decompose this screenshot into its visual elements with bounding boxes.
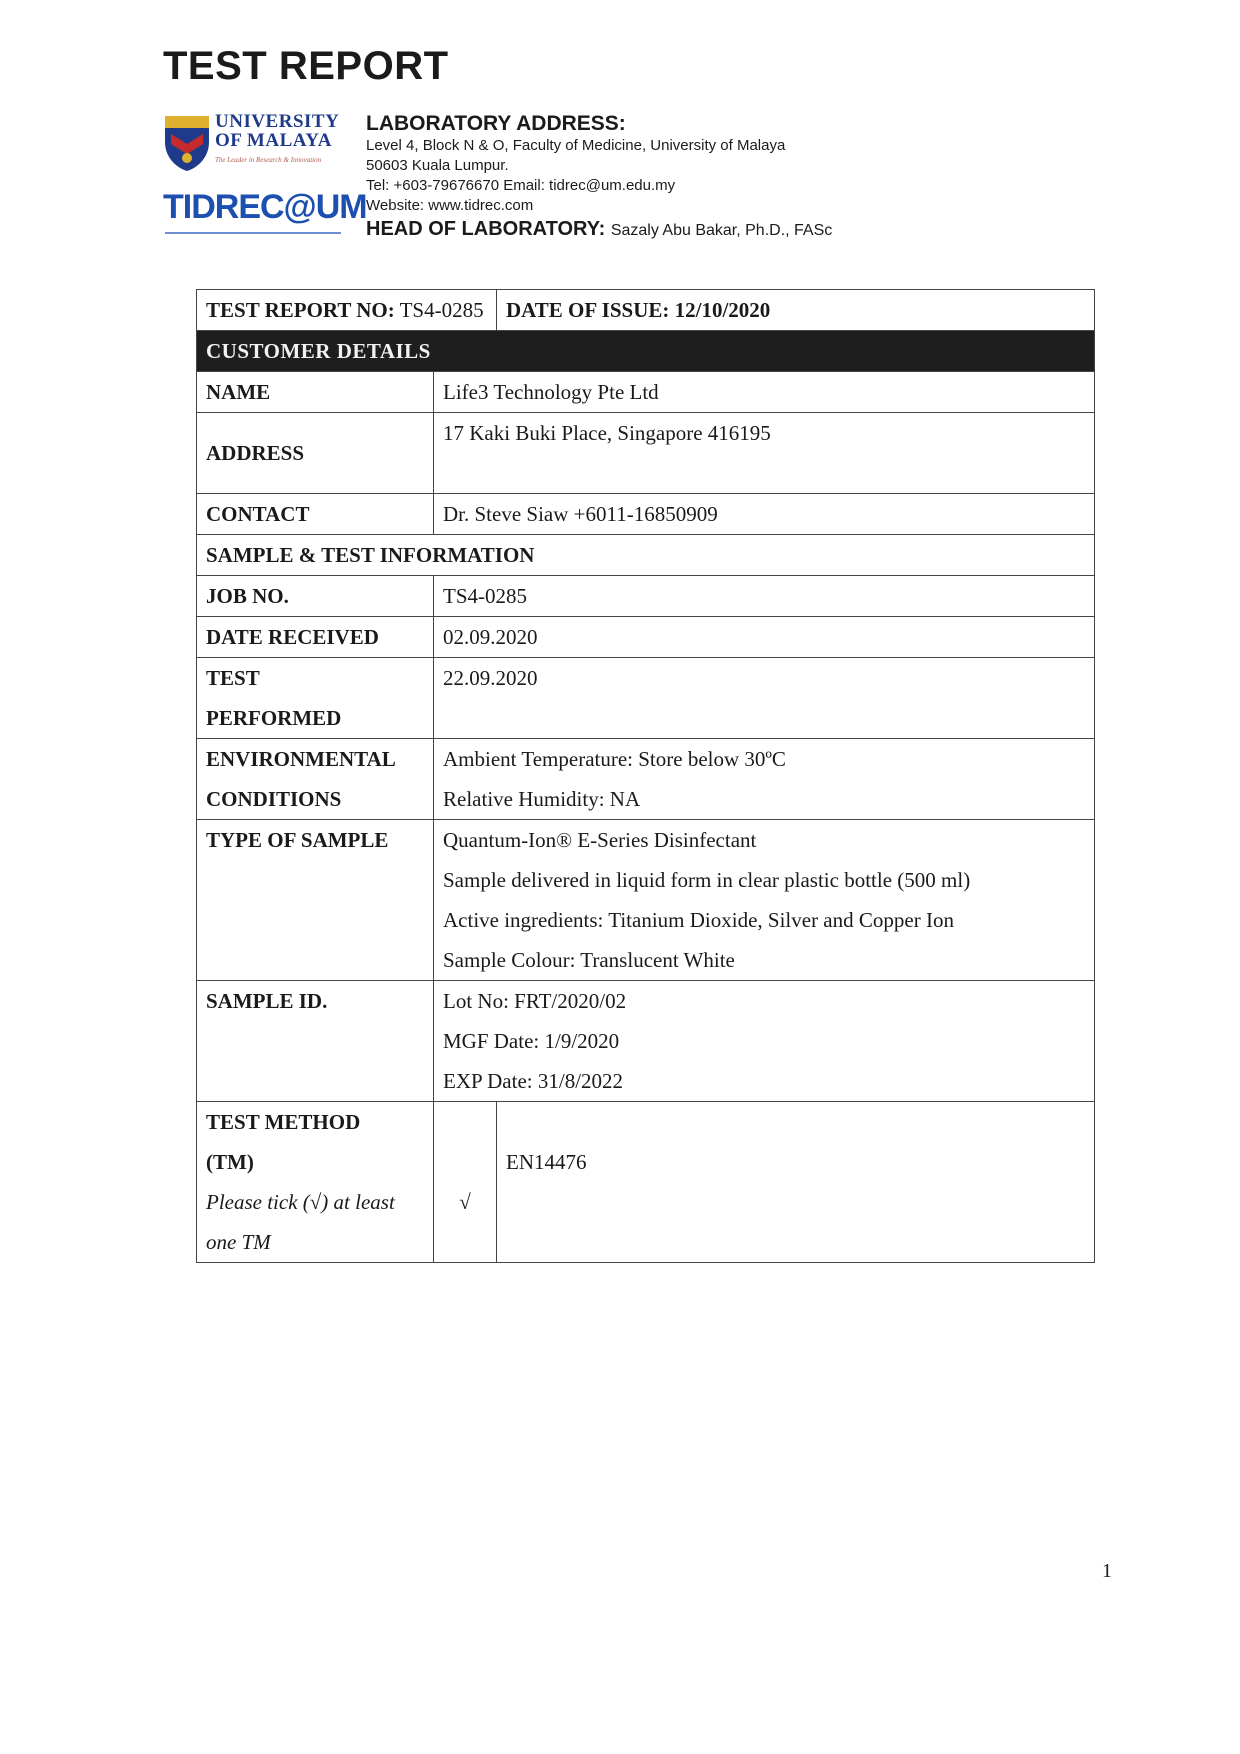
environmental-conditions: Ambient Temperature: Store below 30ºC Relative Humidity: NA: [434, 739, 1095, 820]
table-row: [197, 494, 1095, 535]
table-row: [197, 290, 1095, 331]
type-of-sample: Quantum-Ion® E-Series Disinfectant Sample delivered in liquid form in clear plastic bottle (500 ml) Active ingredients: Titanium Dioxide, Silver and Copper Ion Sample Colour: Translucent White: [434, 820, 1095, 981]
university-of-malaya-logo: [163, 112, 343, 176]
date-issue-label: DATE OF ISSUE:: [506, 298, 670, 322]
um-crest-icon: [163, 114, 211, 172]
tm-tick-checkbox: √: [434, 1102, 497, 1263]
table-row: [197, 617, 1095, 658]
table-row: [197, 535, 1095, 576]
test-method-label: TEST METHOD (TM) Please tick (√) at least one TM: [197, 1102, 434, 1263]
table-row: [197, 372, 1095, 413]
tm-method: EN14476: [497, 1102, 1095, 1263]
lab-address-line2: 50603 Kuala Lumpur.: [366, 157, 509, 174]
date-issue: 12/10/2020: [674, 298, 771, 322]
head-of-lab: [366, 216, 832, 244]
sample-test-info-heading: SAMPLE & TEST INFORMATION: [197, 535, 1095, 576]
tidrec-logo: [163, 188, 367, 250]
lab-address-heading: LABORATORY ADDRESS:: [366, 112, 626, 135]
head-of-lab-name: Sazaly Abu Bakar, Ph.D., FASc: [610, 222, 833, 239]
report-table: [196, 289, 1095, 1263]
name-label: NAME: [197, 372, 434, 413]
customer-address: 17 Kaki Buki Place, Singapore 416195: [434, 413, 1095, 494]
table-row: [197, 413, 1095, 494]
sample-id: Lot No: FRT/2020/02 MGF Date: 1/9/2020 EXP Date: 31/8/2022: [434, 981, 1095, 1102]
table-row: [197, 331, 1095, 372]
lab-contact-line: Tel: +603-79676670 Email: tidrec@um.edu.my: [366, 177, 676, 194]
sample-id-label: SAMPLE ID.: [197, 981, 434, 1102]
page-number: 1: [1102, 1560, 1112, 1582]
table-row: [197, 739, 1095, 820]
lab-website-line: Website: www.tidrec.com: [366, 197, 534, 214]
um-wordmark: UNIVERSITY OF MALAYA: [215, 111, 340, 151]
um-motto: The Leader in Research & Innovation: [215, 156, 322, 164]
test-performed-label: TEST PERFORMED: [197, 658, 434, 739]
test-performed: 22.09.2020: [434, 658, 1095, 739]
customer-details-heading: CUSTOMER DETAILS: [197, 331, 1095, 372]
contact-label: CONTACT: [197, 494, 434, 535]
date-received-label: DATE RECEIVED: [197, 617, 434, 658]
head-of-lab-label: HEAD OF LABORATORY:: [366, 218, 606, 240]
table-row: [197, 820, 1095, 981]
environmental-conditions-label: ENVIRONMENTAL CONDITIONS: [197, 739, 434, 820]
table-row: [197, 576, 1095, 617]
type-of-sample-label: TYPE OF SAMPLE: [197, 820, 434, 981]
customer-contact: Dr. Steve Siaw +6011-16850909: [434, 494, 1095, 535]
document-title: TEST REPORT: [163, 44, 449, 88]
job-no: TS4-0285: [434, 576, 1095, 617]
customer-name: Life3 Technology Pte Ltd: [434, 372, 1095, 413]
date-received: 02.09.2020: [434, 617, 1095, 658]
table-row: [197, 981, 1095, 1102]
job-no-label: JOB NO.: [197, 576, 434, 617]
tidrec-wordmark: TIDREC@UM: [163, 188, 367, 226]
report-no: TS4-0285: [399, 298, 484, 322]
table-row: [197, 658, 1095, 739]
lab-address-line1: Level 4, Block N & O, Faculty of Medicine, University of Malaya: [366, 137, 786, 154]
table-row: [197, 1102, 1095, 1263]
report-no-label: TEST REPORT NO:: [206, 298, 395, 322]
address-label: ADDRESS: [197, 413, 434, 494]
laboratory-info: [366, 112, 832, 244]
tidrec-underline: [165, 232, 341, 240]
